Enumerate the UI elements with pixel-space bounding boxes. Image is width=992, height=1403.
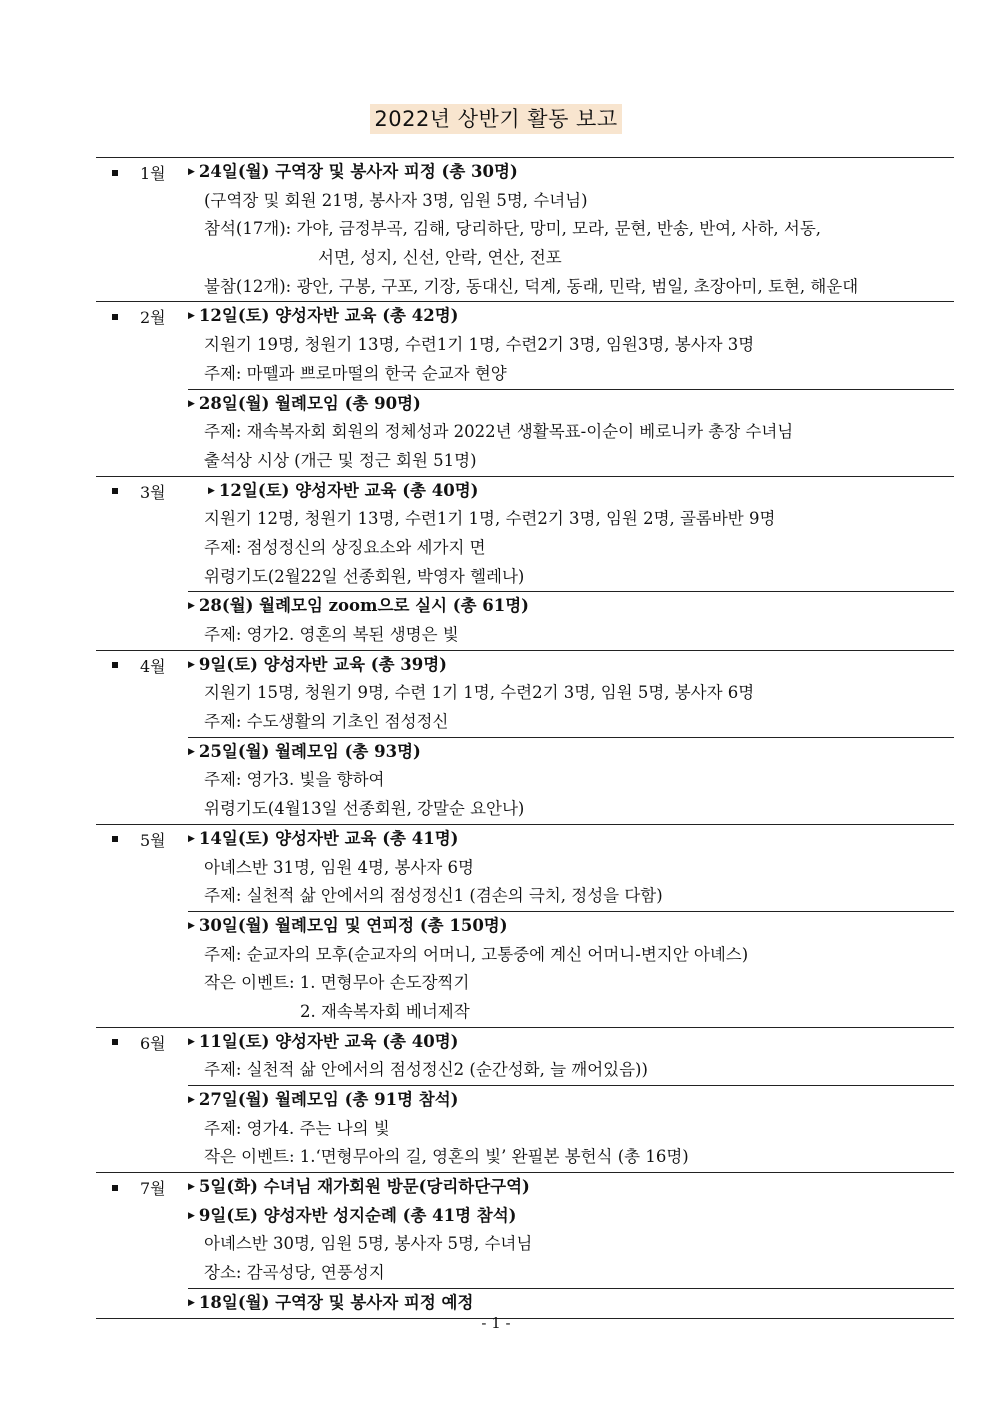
triangle-bullet-icon: ▶ <box>188 659 195 670</box>
event-header: 12일(토) 양성자반 교육 (총 42명) <box>198 306 459 326</box>
event-header: 25일(월) 월례모임 (총 93명) <box>198 741 421 761</box>
square-bullet-icon <box>112 314 118 320</box>
event-detail: 주제: 점성정신의 상징요소와 세가지 면 <box>204 537 486 557</box>
event-header: 9일(토) 양성자반 성지순례 (총 41명 참석) <box>198 1205 517 1225</box>
event-detail: 주제: 수도생활의 기초인 점성정신 <box>204 712 449 732</box>
event-header: 18일(월) 구역장 및 봉사자 피정 예정 <box>198 1292 474 1312</box>
triangle-bullet-icon: ▶ <box>188 311 195 322</box>
event-detail: 위령기도(2월22일 선종회원, 박영자 헬레나) <box>204 566 525 586</box>
square-bullet-icon <box>112 1039 118 1045</box>
triangle-bullet-icon: ▶ <box>188 398 195 409</box>
event-detail: 아녜스반 30명, 임원 5명, 봉사자 5명, 수녀님 <box>204 1234 533 1254</box>
triangle-bullet-icon: ▶ <box>208 485 215 496</box>
event-detail: 주제: 영가4. 주는 나의 빛 <box>204 1118 390 1138</box>
event-detail: 주제: 마뗄과 쁘로마떨의 한국 순교자 현양 <box>204 363 507 383</box>
event-detail: 주제: 실천적 삶 안에서의 점성정신1 (겸손의 극치, 정성을 다함) <box>204 886 663 906</box>
month-row-april <box>96 651 954 825</box>
month-label: 6월 <box>140 1033 166 1053</box>
event-block <box>188 158 954 301</box>
event-detail: 아녜스반 31명, 임원 4명, 봉사자 6명 <box>204 857 474 877</box>
event-detail: 참석(17개): 가야, 금정부곡, 김해, 당리하단, 망미, 모라, 문현, 반송, 반여, 사하, 서동, <box>204 219 822 239</box>
event-header: 9일(토) 양성자반 교육 (총 39명) <box>198 654 447 674</box>
month-row-july <box>96 1173 954 1318</box>
event-detail: 위령기도(4월13일 선종회원, 강말순 요안나) <box>204 799 525 819</box>
month-row-may <box>96 825 954 1028</box>
event-detail: 작은 이벤트: 1.‘면형무아의 길, 영혼의 빛’ 완필본 봉헌식 (총 16명) <box>204 1147 689 1167</box>
event-header: 5일(화) 수녀님 재가회원 방문(당리하단구역) <box>198 1177 530 1197</box>
triangle-bullet-icon: ▶ <box>188 1210 195 1221</box>
page-number: - 1 - <box>481 1314 511 1332</box>
triangle-bullet-icon: ▶ <box>188 1182 195 1193</box>
event-block <box>188 825 954 911</box>
square-bullet-icon <box>112 1185 118 1191</box>
month-label: 1월 <box>140 164 166 183</box>
square-bullet-icon <box>112 488 118 494</box>
triangle-bullet-icon: ▶ <box>188 1095 195 1105</box>
month-row-march <box>96 477 954 651</box>
event-detail: 지원기 19명, 청원기 13명, 수련1기 1명, 수련2기 3명, 임원3명, 봉사자 3명 <box>204 335 755 355</box>
event-header: 30일(월) 월례모임 및 연피정 (총 150명) <box>198 915 508 935</box>
event-block <box>188 1028 954 1085</box>
event-detail: 지원기 12명, 청원기 13명, 수련1기 1명, 수련2기 3명, 임원 2명, 골롬바반 9명 <box>204 509 776 529</box>
square-bullet-icon <box>112 662 118 668</box>
event-detail: 출석상 시상 (개근 및 정근 회원 51명) <box>204 450 477 470</box>
event-detail: 2. 재속복자회 베너제작 <box>300 1001 470 1021</box>
event-block <box>188 737 954 824</box>
event-header: 27일(월) 월례모임 (총 91명 참석) <box>198 1090 459 1109</box>
triangle-bullet-icon: ▶ <box>188 746 195 757</box>
event-block <box>188 302 954 388</box>
triangle-bullet-icon: ▶ <box>188 167 195 177</box>
event-block <box>188 1085 954 1172</box>
month-row-january <box>96 158 954 302</box>
month-row-june <box>96 1028 954 1173</box>
event-detail: 주제: 실천적 삶 안에서의 점성정신2 (순간성화, 늘 깨어있음)) <box>204 1060 648 1080</box>
month-label: 2월 <box>140 308 166 328</box>
event-block <box>188 1202 954 1288</box>
event-detail: 주제: 영가3. 빛을 향하여 <box>204 770 385 790</box>
event-header: 14일(토) 양성자반 교육 (총 41명) <box>198 828 459 848</box>
event-detail: 장소: 감곡성당, 연풍성지 <box>204 1263 385 1283</box>
square-bullet-icon <box>112 836 118 842</box>
event-detail: 불참(12개): 광안, 구봉, 구포, 기장, 동대신, 덕계, 동래, 민락, 범일, 초장아미, 토현, 해운대 <box>204 276 859 296</box>
event-detail: 주제: 순교자의 모후(순교자의 어머니, 고통중에 계신 어머니-변지안 아녜스) <box>204 944 749 964</box>
triangle-bullet-icon: ▶ <box>188 1297 195 1308</box>
triangle-bullet-icon: ▶ <box>188 1036 195 1047</box>
event-detail: 작은 이벤트: 1. 면형무아 손도장찍기 <box>204 973 470 993</box>
activity-table <box>96 157 954 1319</box>
event-header: 28일(월) 월례모임 (총 90명) <box>198 393 421 413</box>
square-bullet-icon <box>112 170 118 176</box>
event-block <box>188 911 954 1027</box>
event-header: 11일(토) 양성자반 교육 (총 40명) <box>198 1031 459 1051</box>
event-block <box>188 477 954 592</box>
month-row-february <box>96 302 954 476</box>
event-block <box>188 651 954 737</box>
event-header: 12일(토) 양성자반 교육 (총 40명) <box>218 480 479 500</box>
triangle-bullet-icon: ▶ <box>188 833 195 844</box>
event-detail: (구역장 및 회원 21명, 봉사자 3명, 임원 5명, 수녀님) <box>204 190 588 210</box>
page-title: 2022년 상반기 활동 보고 <box>370 104 621 134</box>
event-header: 28(월) 월례모임 zoom으로 실시 (총 61명) <box>198 596 529 616</box>
month-label: 7월 <box>140 1179 166 1199</box>
event-block <box>188 389 954 476</box>
triangle-bullet-icon: ▶ <box>188 920 195 931</box>
event-header: 24일(월) 구역장 및 봉사자 피정 (총 30명) <box>198 162 518 181</box>
event-detail: 지원기 15명, 청원기 9명, 수련 1기 1명, 수련2기 3명, 임원 5명, 봉사자 6명 <box>204 683 755 703</box>
triangle-bullet-icon: ▶ <box>188 601 195 612</box>
event-detail: 서면, 성지, 신선, 안락, 연산, 전포 <box>318 248 562 268</box>
month-label: 3월 <box>140 482 166 502</box>
month-label: 5월 <box>140 830 166 850</box>
event-block <box>188 1173 954 1202</box>
month-label: 4월 <box>140 656 166 676</box>
event-detail: 주제: 영가2. 영혼의 복된 생명은 빛 <box>204 625 459 644</box>
event-block <box>188 591 954 649</box>
event-detail: 주제: 재속복자회 회원의 정체성과 2022년 생활목표-이순이 베로니카 총장 수녀님 <box>204 422 794 442</box>
